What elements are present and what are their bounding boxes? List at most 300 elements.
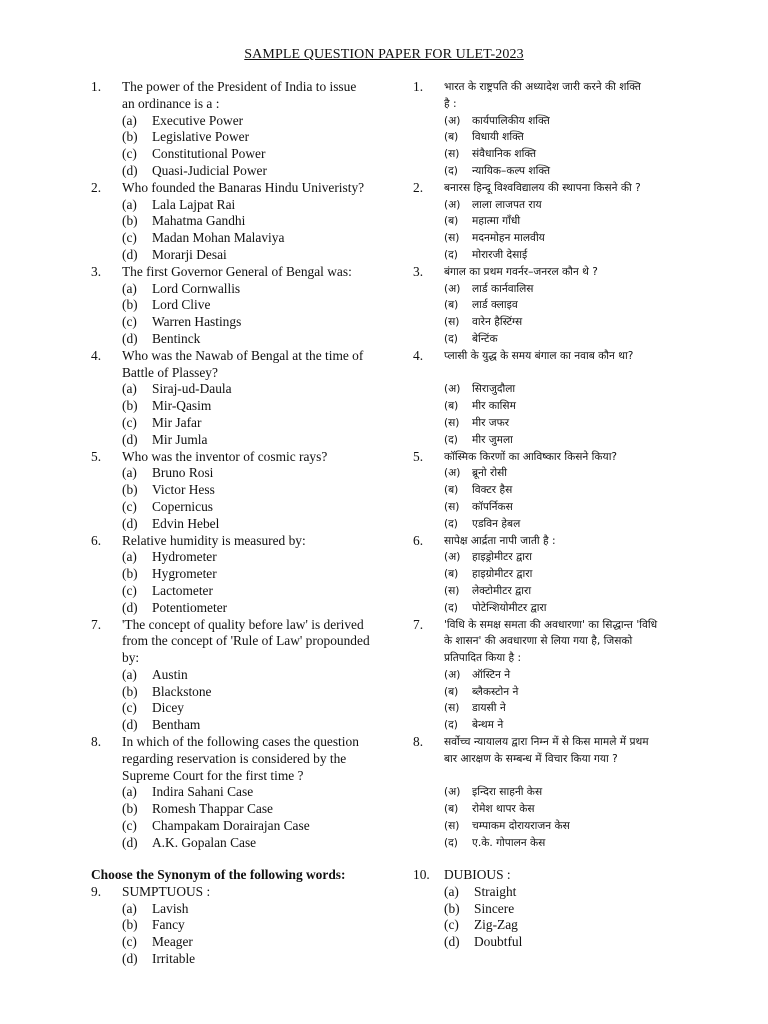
option-indent xyxy=(91,213,122,230)
option-letter: (d) xyxy=(444,934,460,950)
option-letter: (c) xyxy=(122,230,137,246)
question-line xyxy=(91,96,391,113)
question-number xyxy=(413,768,444,785)
option-text: वारेन हैस्टिंग्स xyxy=(472,316,523,329)
option-indent xyxy=(413,197,444,214)
option-text: लार्ड कार्नवालिस xyxy=(472,282,534,295)
option-indent xyxy=(91,465,122,482)
option-text: कॉपर्निकस xyxy=(472,500,513,513)
option-text: Dicey xyxy=(152,700,184,716)
option-row xyxy=(413,314,693,331)
option-text: विक्टर हैस xyxy=(472,484,513,497)
option-letter: (स) xyxy=(444,316,460,329)
option-row xyxy=(413,784,693,801)
option-indent xyxy=(413,381,444,398)
question-block xyxy=(91,79,391,180)
option-indent xyxy=(91,901,122,918)
option-text: लाला लाजपत राय xyxy=(472,198,542,211)
option-row xyxy=(91,381,391,398)
option-indent xyxy=(91,835,122,852)
option-letter: (स) xyxy=(444,702,460,715)
synonym-section xyxy=(91,867,391,968)
option-row xyxy=(91,951,391,968)
option-row xyxy=(91,549,391,566)
option-row xyxy=(413,113,693,130)
option-indent xyxy=(413,917,444,934)
option-letter: (द) xyxy=(444,433,458,446)
option-letter: (स) xyxy=(444,500,460,513)
option-text: Copernicus xyxy=(152,498,213,514)
option-row xyxy=(91,801,391,818)
option-indent xyxy=(413,884,444,901)
option-letter: (c) xyxy=(444,917,459,933)
option-indent xyxy=(91,398,122,415)
question-text: an ordinance is a : xyxy=(122,95,220,111)
question-line xyxy=(91,79,391,96)
question-number: 6. xyxy=(91,532,102,548)
option-text: हाइड्रोमीटर द्वारा xyxy=(472,551,533,564)
option-indent xyxy=(413,398,444,415)
option-letter: (c) xyxy=(122,700,137,716)
question-text xyxy=(444,768,693,785)
option-letter: (c) xyxy=(122,414,137,430)
option-row xyxy=(413,566,693,583)
option-row xyxy=(91,516,391,533)
option-row xyxy=(91,163,391,180)
option-letter: (स) xyxy=(444,232,460,245)
option-text: सिराजुदौला xyxy=(472,383,516,396)
question-text: Who founded the Banaras Hindu Univeristy? xyxy=(122,179,365,195)
question-text: बार आरक्षण के सम्बन्ध में विचार किया गया ? xyxy=(444,752,618,765)
option-text: Zig-Zag xyxy=(474,917,518,933)
option-row xyxy=(91,566,391,583)
question-block xyxy=(413,617,693,735)
question-text: Relative humidity is measured by: xyxy=(122,532,306,548)
option-letter: (a) xyxy=(122,112,137,128)
option-row xyxy=(413,281,693,298)
question-number xyxy=(91,365,122,382)
question-block xyxy=(91,533,391,617)
question-line xyxy=(413,96,693,113)
option-text: Siraj-ud-Daula xyxy=(152,381,232,397)
option-letter: (द) xyxy=(444,164,458,177)
option-row xyxy=(413,398,693,415)
option-row xyxy=(91,432,391,449)
option-letter: (द) xyxy=(444,601,458,614)
option-row xyxy=(91,197,391,214)
option-letter: (d) xyxy=(122,599,138,615)
option-row xyxy=(91,667,391,684)
question-text xyxy=(444,365,693,382)
option-letter: (अ) xyxy=(444,551,461,564)
option-text: Constitutional Power xyxy=(152,146,266,162)
option-indent xyxy=(413,415,444,432)
option-text: संवैधानिक शक्ति xyxy=(472,148,537,161)
question-line xyxy=(413,180,693,197)
option-row xyxy=(91,331,391,348)
option-row xyxy=(413,415,693,432)
option-indent xyxy=(91,583,122,600)
option-text: Edvin Hebel xyxy=(152,515,220,531)
option-letter: (a) xyxy=(122,196,137,212)
option-indent xyxy=(413,482,444,499)
option-letter: (a) xyxy=(122,784,137,800)
question-line xyxy=(413,449,693,466)
option-letter: (b) xyxy=(122,917,138,933)
option-letter: (अ) xyxy=(444,114,461,127)
option-indent xyxy=(91,600,122,617)
option-letter: (द) xyxy=(444,517,458,530)
option-letter: (d) xyxy=(122,515,138,531)
option-row xyxy=(413,917,713,934)
question-number xyxy=(91,650,122,667)
question-block xyxy=(91,348,391,449)
option-indent xyxy=(413,432,444,449)
option-row xyxy=(413,465,693,482)
option-row xyxy=(91,700,391,717)
option-row xyxy=(91,684,391,701)
option-text: Romesh Thappar Case xyxy=(152,801,273,817)
question-text: कॉस्मिक किरणों का आविष्कार किसने किया? xyxy=(444,450,618,463)
question-text: सर्वोच्च न्यायालय द्वारा निम्न में से किस मामले में प्रथम xyxy=(444,736,649,749)
option-indent xyxy=(413,818,444,835)
option-text: Blackstone xyxy=(152,683,212,699)
option-text: महात्मा गाँधी xyxy=(472,215,521,228)
option-text: Mir-Qasim xyxy=(152,398,212,414)
option-letter: (a) xyxy=(122,549,137,565)
option-indent xyxy=(91,667,122,684)
option-indent xyxy=(91,113,122,130)
option-indent xyxy=(91,516,122,533)
option-letter: (a) xyxy=(122,666,137,682)
option-row xyxy=(91,314,391,331)
question-text: by: xyxy=(122,650,140,666)
option-text: Champakam Dorairajan Case xyxy=(152,818,310,834)
option-text: मीर कासिम xyxy=(472,400,516,413)
question-text: SUMPTUOUS : xyxy=(122,883,211,899)
option-letter: (b) xyxy=(122,398,138,414)
option-indent xyxy=(413,934,444,951)
option-row xyxy=(91,415,391,432)
option-letter: (d) xyxy=(122,330,138,346)
option-letter: (c) xyxy=(122,934,137,950)
option-indent xyxy=(91,381,122,398)
question-text: from the concept of 'Rule of Law' propounded xyxy=(122,633,370,649)
question-text: Who was the inventor of cosmic rays? xyxy=(122,448,328,464)
option-indent xyxy=(91,784,122,801)
question-number: 3. xyxy=(413,263,424,279)
question-text: बनारस हिन्दू विश्वविद्यालय की स्थापना किसने की ? xyxy=(444,181,641,194)
option-indent xyxy=(91,917,122,934)
option-row xyxy=(413,667,693,684)
question-10 xyxy=(413,867,713,884)
option-text: Quasi-Judicial Power xyxy=(152,162,267,178)
question-number: 3. xyxy=(91,263,102,279)
option-indent xyxy=(91,314,122,331)
option-text: लेक्टोमीटर द्वारा xyxy=(472,584,532,597)
option-row xyxy=(91,934,391,951)
option-letter: (b) xyxy=(122,213,138,229)
question-line xyxy=(413,734,693,751)
question-text: Who was the Nawab of Bengal at the time of xyxy=(122,347,364,363)
question-number: 1. xyxy=(413,79,424,94)
option-row xyxy=(91,717,391,734)
option-indent xyxy=(413,129,444,146)
option-letter: (ब) xyxy=(444,568,459,581)
question-block xyxy=(413,180,693,264)
question-line xyxy=(413,633,693,650)
question-text: बंगाल का प्रथम गवर्नर–जनरल कौन थे ? xyxy=(444,265,598,278)
option-text: ऑस्टिन ने xyxy=(472,668,511,681)
question-number xyxy=(413,96,444,113)
option-indent xyxy=(91,129,122,146)
option-letter: (अ) xyxy=(444,786,461,799)
option-text: ब्रूनो रोसी xyxy=(472,467,508,480)
question-line xyxy=(91,633,391,650)
option-text: Irritable xyxy=(152,950,196,966)
question-block xyxy=(91,449,391,533)
option-row xyxy=(413,213,693,230)
option-row xyxy=(91,146,391,163)
question-number: 1. xyxy=(91,79,102,94)
option-row xyxy=(413,146,693,163)
option-row xyxy=(91,230,391,247)
option-text: Victor Hess xyxy=(152,482,215,498)
option-row xyxy=(413,516,693,533)
option-row xyxy=(413,197,693,214)
option-row xyxy=(413,381,693,398)
option-letter: (b) xyxy=(122,683,138,699)
question-line xyxy=(413,751,693,768)
option-indent xyxy=(91,801,122,818)
question-number: 7. xyxy=(413,616,424,632)
question-number: 4. xyxy=(413,347,424,363)
option-row xyxy=(413,700,693,717)
question-number: 2. xyxy=(413,179,424,195)
question-text: The first Governor General of Bengal was: xyxy=(122,263,352,279)
question-block xyxy=(91,617,391,735)
question-block xyxy=(413,533,693,617)
option-row xyxy=(91,129,391,146)
option-letter: (b) xyxy=(122,297,138,313)
option-indent xyxy=(413,113,444,130)
question-text: प्लासी के युद्ध के समय बंगाल का नवाब कौन था? xyxy=(444,349,634,362)
question-number: 6. xyxy=(413,532,424,548)
question-text: के शासन' की अवधारणा से लिया गया है, जिसको xyxy=(444,635,633,648)
option-indent xyxy=(91,297,122,314)
option-row xyxy=(91,901,391,918)
option-text: Sincere xyxy=(474,900,515,916)
option-text: Fancy xyxy=(152,917,185,933)
option-letter: (स) xyxy=(444,820,460,833)
option-indent xyxy=(413,247,444,264)
option-text: Hydrometer xyxy=(152,549,217,565)
option-indent xyxy=(91,482,122,499)
option-row xyxy=(91,784,391,801)
option-indent xyxy=(91,499,122,516)
option-indent xyxy=(413,163,444,180)
question-text: है : xyxy=(444,97,457,110)
option-letter: (a) xyxy=(444,883,459,899)
option-indent xyxy=(413,801,444,818)
option-letter: (b) xyxy=(444,900,460,916)
question-line xyxy=(413,348,693,365)
option-letter: (d) xyxy=(122,162,138,178)
option-indent xyxy=(91,331,122,348)
option-letter: (a) xyxy=(122,900,137,916)
option-text: न्यायिक–कल्प शक्ति xyxy=(472,164,551,177)
option-row xyxy=(413,835,693,852)
option-indent xyxy=(413,835,444,852)
option-indent xyxy=(413,331,444,348)
question-number: 5. xyxy=(91,448,102,464)
option-row xyxy=(91,600,391,617)
option-text: Lactometer xyxy=(152,582,213,598)
option-letter: (d) xyxy=(122,431,138,447)
option-indent xyxy=(413,281,444,298)
option-text: Legislative Power xyxy=(152,129,250,145)
option-text: A.K. Gopalan Case xyxy=(152,834,257,850)
question-block xyxy=(91,180,391,264)
question-block xyxy=(413,264,693,348)
option-letter: (अ) xyxy=(444,668,461,681)
option-indent xyxy=(91,684,122,701)
option-letter: (स) xyxy=(444,416,460,429)
question-line xyxy=(413,617,693,634)
option-indent xyxy=(413,566,444,583)
option-text: Lala Lajpat Rai xyxy=(152,196,236,212)
option-letter: (द) xyxy=(444,719,458,732)
question-line xyxy=(91,449,391,466)
question-text: प्रतिपादित किया है : xyxy=(444,652,522,665)
option-letter: (अ) xyxy=(444,467,461,480)
option-row xyxy=(91,113,391,130)
option-text: Indira Sahani Case xyxy=(152,784,254,800)
option-letter: (अ) xyxy=(444,383,461,396)
option-row xyxy=(413,684,693,701)
option-row xyxy=(413,482,693,499)
option-text: Lavish xyxy=(152,900,189,916)
question-text: Supreme Court for the first time ? xyxy=(122,767,304,783)
option-text: Hygrometer xyxy=(152,566,217,582)
option-text: मदनमोहन मालवीय xyxy=(472,232,545,245)
question-line xyxy=(413,533,693,550)
option-row xyxy=(413,801,693,818)
question-line xyxy=(91,348,391,365)
option-text: चम्पाकम दोरायराजन केस xyxy=(472,820,570,833)
option-indent xyxy=(413,600,444,617)
option-row xyxy=(91,297,391,314)
option-letter: (b) xyxy=(122,801,138,817)
question-line xyxy=(91,180,391,197)
option-letter: (ब) xyxy=(444,215,459,228)
question-number: 8. xyxy=(413,734,424,750)
option-indent xyxy=(413,465,444,482)
option-row xyxy=(413,129,693,146)
question-line xyxy=(91,768,391,785)
question-number xyxy=(413,751,444,768)
option-letter: (b) xyxy=(122,482,138,498)
option-text: एडविन हेबल xyxy=(472,517,521,530)
option-letter: (b) xyxy=(122,129,138,145)
question-line xyxy=(91,734,391,751)
question-10-block xyxy=(413,867,713,951)
option-letter: (a) xyxy=(122,381,137,397)
option-letter: (ब) xyxy=(444,400,459,413)
option-letter: (द) xyxy=(444,332,458,345)
option-row xyxy=(91,247,391,264)
option-letter: (d) xyxy=(122,950,138,966)
question-line xyxy=(413,79,693,96)
option-row xyxy=(413,247,693,264)
option-text: रोमेश थापर केस xyxy=(472,803,535,816)
option-text: Mir Jafar xyxy=(152,414,202,430)
question-number xyxy=(413,650,444,667)
question-block xyxy=(91,264,391,348)
option-row xyxy=(91,398,391,415)
option-row xyxy=(413,901,713,918)
question-line xyxy=(91,751,391,768)
option-indent xyxy=(413,499,444,516)
option-row xyxy=(91,917,391,934)
option-row xyxy=(91,583,391,600)
question-line xyxy=(413,264,693,281)
option-letter: (a) xyxy=(122,465,137,481)
question-number xyxy=(91,96,122,113)
option-text: बेन्टिंक xyxy=(472,332,498,345)
option-indent xyxy=(413,583,444,600)
option-letter: (c) xyxy=(122,818,137,834)
option-text: कार्यपालिकीय शक्ति xyxy=(472,114,550,127)
option-text: Executive Power xyxy=(152,112,244,128)
option-row xyxy=(413,717,693,734)
question-number: 7. xyxy=(91,616,102,632)
option-indent xyxy=(413,667,444,684)
option-row xyxy=(413,583,693,600)
question-line xyxy=(91,264,391,281)
option-letter: (ब) xyxy=(444,685,459,698)
question-number xyxy=(413,633,444,650)
question-line xyxy=(413,365,693,382)
question-block xyxy=(413,79,693,180)
option-text: Potentiometer xyxy=(152,599,228,615)
question-number xyxy=(91,768,122,785)
option-indent xyxy=(413,717,444,734)
option-text: Austin xyxy=(152,666,188,682)
question-text: सापेक्ष आर्द्रता नापी जाती है : xyxy=(444,534,556,547)
option-text: Warren Hastings xyxy=(152,314,242,330)
option-indent xyxy=(413,314,444,331)
question-number: 2. xyxy=(91,179,102,195)
option-letter: (अ) xyxy=(444,198,461,211)
option-row xyxy=(413,331,693,348)
question-text: 'The concept of quality before law' is derived xyxy=(122,616,364,632)
option-indent xyxy=(413,901,444,918)
option-indent xyxy=(91,281,122,298)
option-row xyxy=(413,934,713,951)
option-letter: (ब) xyxy=(444,131,459,144)
option-indent xyxy=(91,146,122,163)
option-text: Lord Cornwallis xyxy=(152,280,241,296)
option-row xyxy=(413,499,693,516)
option-row xyxy=(413,884,713,901)
option-indent xyxy=(91,818,122,835)
question-block xyxy=(413,449,693,533)
option-letter: (ब) xyxy=(444,299,459,312)
option-row xyxy=(413,297,693,314)
option-indent xyxy=(413,230,444,247)
option-indent xyxy=(91,951,122,968)
